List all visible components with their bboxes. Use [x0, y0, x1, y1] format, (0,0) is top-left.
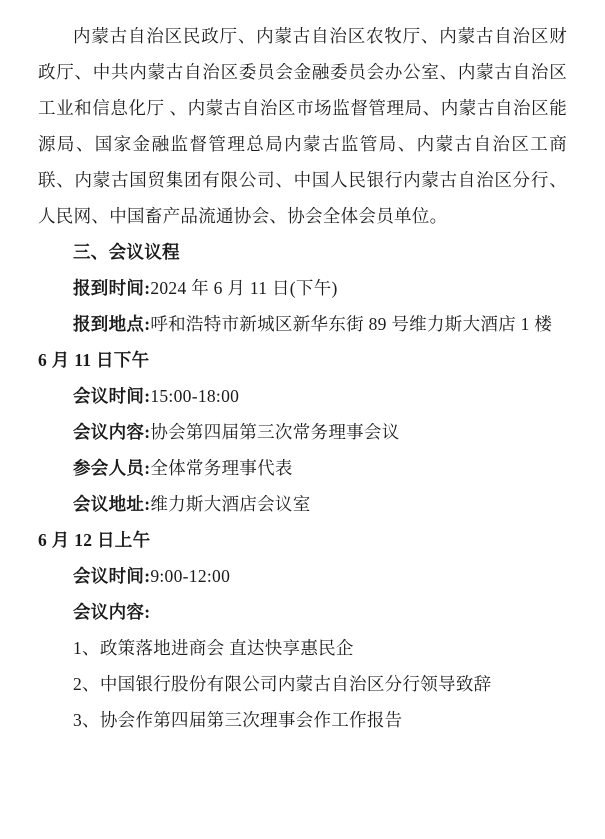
section-heading-agenda: 三、会议议程	[73, 242, 180, 262]
day2-time-label: 会议时间:	[73, 566, 151, 586]
day2-time-value: 9:00-12:00	[150, 566, 231, 586]
day1-heading: 6 月 11 日下午	[38, 350, 150, 370]
day2-item-3: 3、协会作第四届第三次理事会作工作报告	[73, 710, 403, 730]
day2-item-2: 2、中国银行股份有限公司内蒙古自治区分行领导致辞	[73, 674, 492, 694]
day2-item-1: 1、政策落地进商会 直达快享惠民企	[73, 638, 354, 658]
recipients-paragraph: 内蒙古自治区民政厅、内蒙古自治区农牧厅、内蒙古自治区财政厅、中共内蒙古自治区委员会金融委员会办公室、内蒙古自治区工业和信息化厅 、内蒙古自治区市场监督管理局、内蒙古自治区能源局、国家金融监督管理总局内蒙古监管局、内蒙古自治区工商联、内蒙古国贸集团有限公司、中国人民银行内蒙古自治区分行、人民网、中国畜产品流通协会、协会全体会员单位。	[38, 26, 567, 226]
day2-content-label: 会议内容:	[73, 602, 151, 622]
day2-row-time	[38, 558, 567, 594]
day1-content-value: 协会第四届第三次常务理事会议	[150, 422, 400, 442]
day2-row-content	[38, 594, 567, 630]
day1-time-value: 15:00-18:00	[150, 386, 240, 406]
day1-content-label: 会议内容:	[73, 422, 151, 442]
registration-time-value: 2024 年 6 月 11 日(下午)	[150, 278, 338, 298]
day1-attendees-label: 参会人员:	[73, 458, 151, 478]
day1-row-attendees	[38, 450, 567, 486]
day1-row-content	[38, 414, 567, 450]
day1-address-label: 会议地址:	[73, 494, 151, 514]
registration-place-row	[38, 306, 567, 342]
registration-place-value: 呼和浩特市新城区新华东街 89 号维力斯大酒店 1 楼	[150, 314, 553, 334]
day1-attendees-value: 全体常务理事代表	[150, 458, 293, 478]
registration-time-label: 报到时间:	[73, 278, 151, 298]
day1-row-time	[38, 378, 567, 414]
day1-time-label: 会议时间:	[73, 386, 151, 406]
day2-heading: 6 月 12 日上午	[38, 530, 151, 550]
day1-row-address	[38, 486, 567, 522]
day1-address-value: 维力斯大酒店会议室	[150, 494, 311, 514]
registration-time-row	[38, 270, 567, 306]
registration-place-label: 报到地点:	[73, 314, 151, 334]
